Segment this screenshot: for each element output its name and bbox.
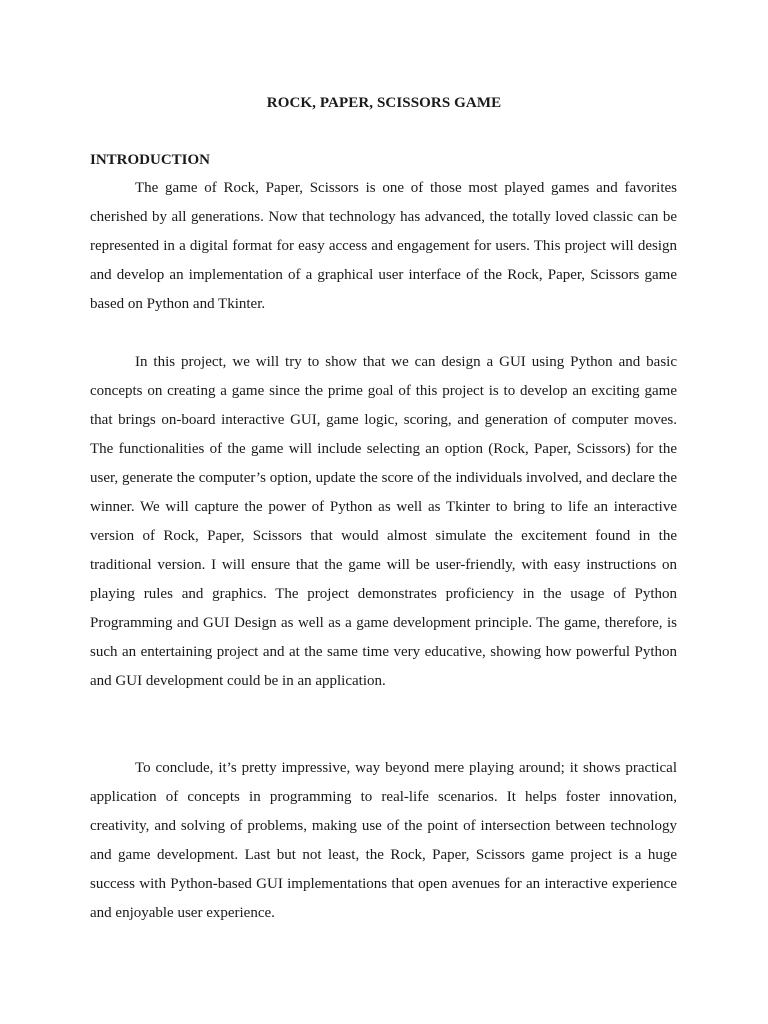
document-title: ROCK, PAPER, SCISSORS GAME [266,95,502,111]
section-heading-introduction: INTRODUCTION [90,152,211,168]
paragraph-1: The game of Rock, Paper, Scissors is one of those most played games and favorites cherished by all generations. Now that technology has advanced, the totally loved classic can be represented in a digital format for easy access and engagement for users. This project will design and develop an implementation of a graphical user interface of the Rock, Paper, Scissors game based on Python and Tkinter. [90,180,677,312]
paragraph-2: In this project, we will try to show that we can design a GUI using Python and basic concepts on creating a game since the prime goal of this project is to develop an exciting game that brings on-board interactive GUI, game logic, scoring, and generation of computer moves. The functionalities of the game will include selecting an option (Rock, Paper, Scissors) for the user, generate the computer’s option, update the score of the individuals involved, and declare the winner. We will capture the power of Python as well as Tkinter to bring to life an interactive version of Rock, Paper, Scissors that would almost simulate the excitement found in the traditional version. I will ensure that the game will be user-friendly, with easy instructions on playing rules and graphics. The project demonstrates proficiency in the usage of Python Programming and GUI Design as well as a game development principle. The game, therefore, is such an entertaining project and at the same time very educative, showing how powerful Python and GUI development could be in an application. [90,354,677,689]
paragraph-3: To conclude, it’s pretty impressive, way beyond mere playing around; it shows practical application of concepts in programming to real-life scenarios. It helps foster innovation, creativity, and solving of problems, making use of the point of intersection between technology and game development. Last but not least, the Rock, Paper, Scissors game project is a huge success with Python-based GUI implementations that open avenues for an interactive experience and enjoyable user experience. [90,760,677,921]
